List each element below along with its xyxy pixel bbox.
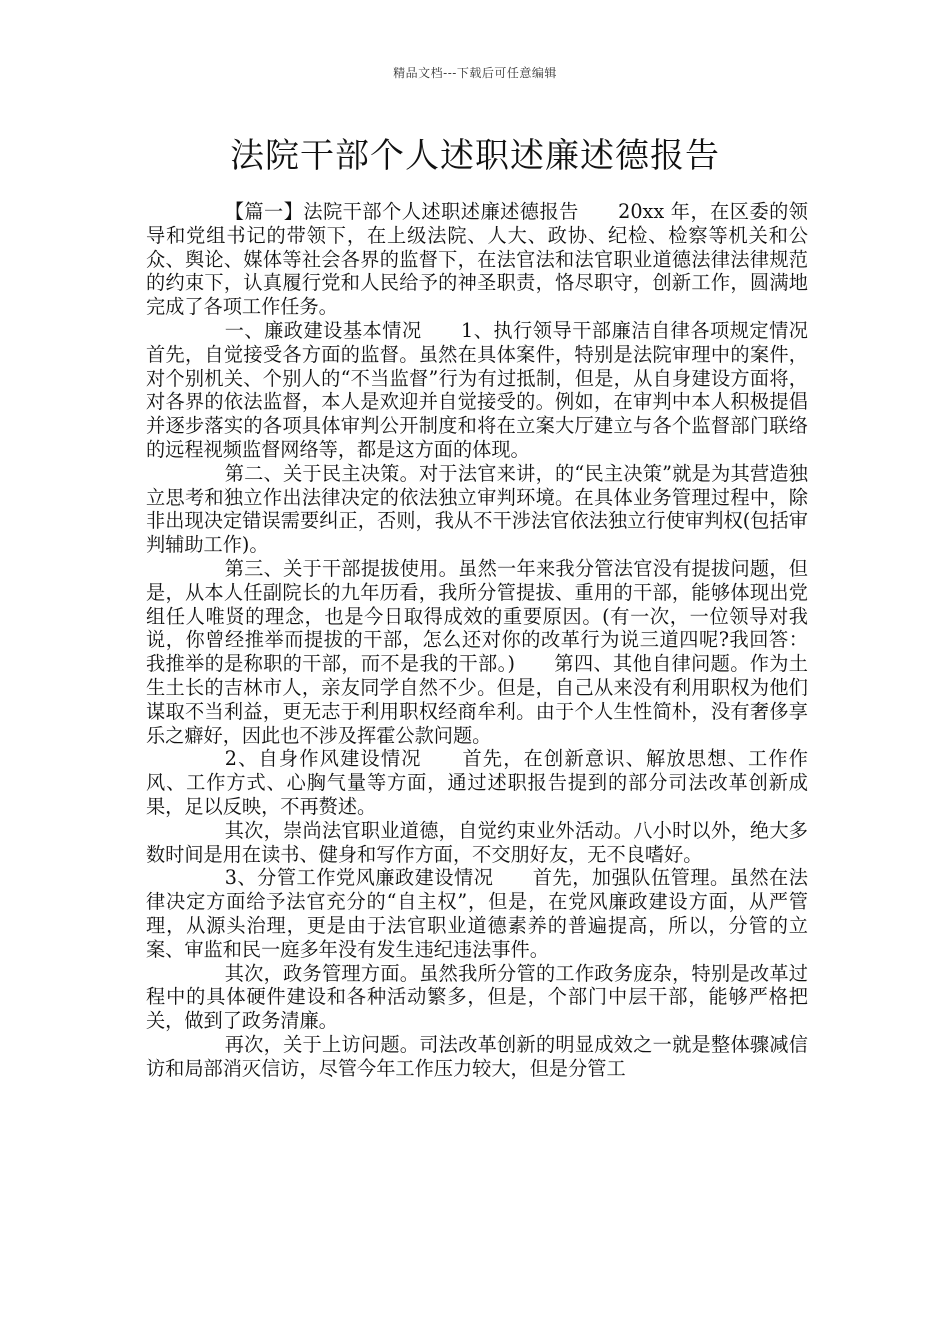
paragraph: 其次，崇尚法官职业道德，自觉约束业外活动。八小时以外，绝大多数时间是用在读书、健身和写作方面，不交朋好友，无不良嗜好。 bbox=[146, 818, 808, 866]
paragraph: 2、自身作风建设情况 首先，在创新意识、解放思想、工作作风、工作方式、心胸气量等方面，通过述职报告提到的部分司法改革创新成果，足以反映，不再赘述。 bbox=[146, 747, 808, 818]
document-title: 法院干部个人述职述廉述德报告 bbox=[230, 136, 720, 176]
page-header: 精品文档---下载后可任意编辑 bbox=[393, 66, 557, 80]
paragraph: 其次，政务管理方面。虽然我所分管的工作政务庞杂，特别是改革过程中的具体硬件建设和各种活动繁多，但是，个部门中层干部，能够严格把关，做到了政务清廉。 bbox=[146, 961, 808, 1033]
paragraph: 再次，关于上访问题。司法改革创新的明显成效之一就是整体骤减信访和局部消灭信访，尽管今年工作压力较大，但是分管工 bbox=[146, 1032, 808, 1080]
paragraph: 3、分管工作党风廉政建设情况 首先，加强队伍管理。虽然在法律决定方面给予法官充分的“自主权”，但是，在党风廉政建设方面，从严管理，从源头治理，更是由于法官职业道德素养的普遍提高，所以，分管的立案、审监和民一庭多年没有发生违纪违法事件。 bbox=[146, 866, 808, 961]
paragraph: 【篇一】法院干部个人述职述廉述德报告 20xx 年，在区委的领导和党组书记的带领下，在上级法院、人大、政协、纪检、检察等机关和公众、舆论、媒体等社会各界的监督下，在法官法和法官职业道德法律法律规范的约束下，认真履行党和人民给予的神圣职责，恪尽职守，创新工作，圆满地完成了各项工作任务。 bbox=[146, 200, 808, 319]
paragraph: 第二、关于民主决策。对于法官来讲，的“民主决策”就是为其营造独立思考和独立作出法律决定的依法独立审判环境。在具体业务管理过程中，除非出现决定错误需要纠正，否则，我从不干涉法官依法独立行使审判权(包括审判辅助工作)。 bbox=[146, 461, 808, 557]
paragraph: 第三、关于干部提拔使用。虽然一年来我分管法官没有提拔问题，但是，从本人任副院长的九年历看，我所分管提拔、重用的干部，能够体现出党组任人唯贤的理念，也是今日取得成效的重要原因。(有一次，一位领导对我说，你曾经推举而提拔的干部，怎么还对你的改革行为说三道四呢?我回答：我推举的是称职的干部，而不是我的干部。) 第四、其他自律问题。作为土生土长的吉林市人，亲友同学自然不少。但是，自己从来没有利用职权为他们谋取不当利益，更无志于利用职权经商牟利。由于个人生性简朴，没有奢侈享乐之癖好，因此也不涉及挥霍公款问题。 bbox=[146, 556, 808, 747]
paragraph: 一、廉政建设基本情况 1、执行领导干部廉洁自律各项规定情况 首先，自觉接受各方面的监督。虽然在具体案件，特别是法院审理中的案件，对个别机关、个别人的“不当监督”行为有过抵制，但是，从自身建设方面将，对各界的依法监督，本人是欢迎并自觉接受的。例如，在审判中本人积极提倡并逐步落实的各项具体审判公开制度和将在立案大厅建立与各个监督部门联络的远程视频监督网络等，都是这方面的体现。 bbox=[146, 318, 847, 461]
document-body bbox=[146, 200, 847, 1080]
